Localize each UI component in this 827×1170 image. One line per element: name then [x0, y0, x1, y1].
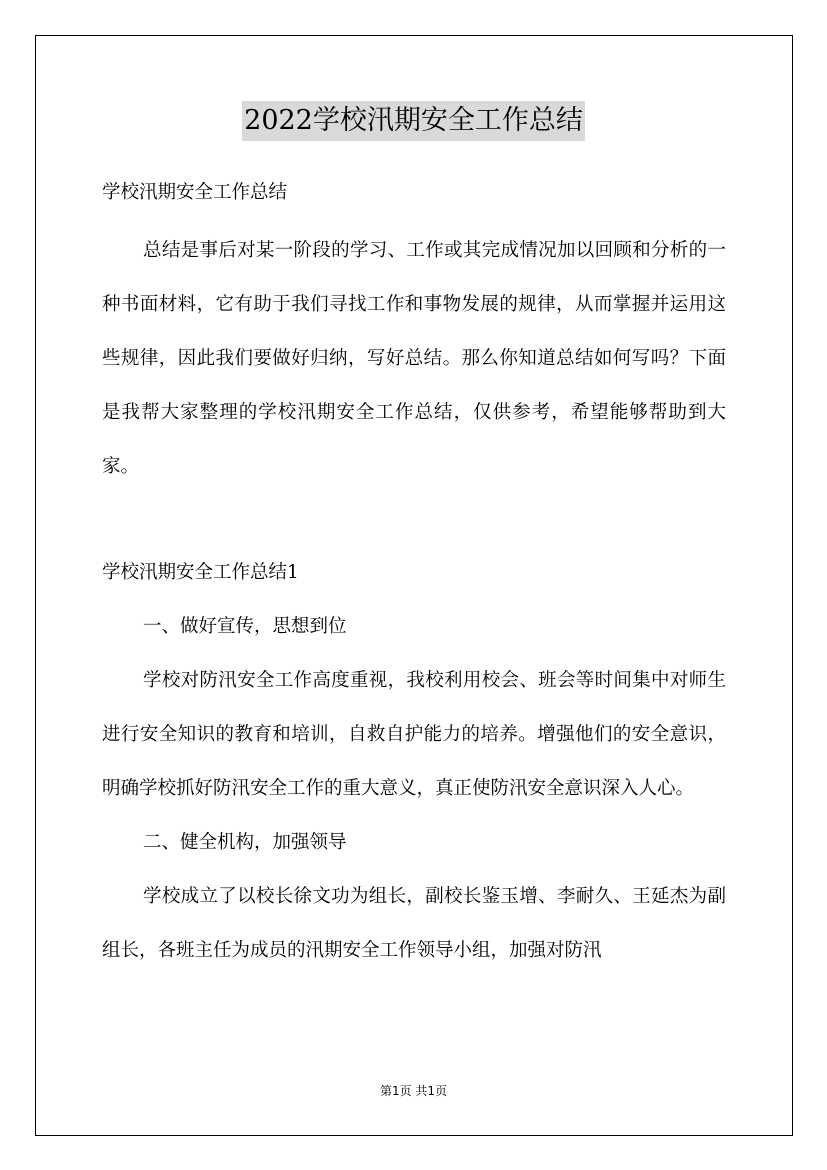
intro-heading: 学校汛期安全工作总结 — [102, 182, 288, 203]
section-spacer — [102, 494, 726, 546]
document-title: 2022学校汛期安全工作总结 — [242, 101, 585, 141]
paragraph-1: 学校对防汛安全工作高度重视，我校利用校会、班会等时间集中对师生进行安全知识的教育和培训，自救自护能力的培养。增强他们的安全意识，明确学校抓好防汛安全工作的重大意义，真正使防汛安全意识深入人心。 — [102, 670, 726, 799]
document-body — [102, 170, 726, 978]
sub-heading-1: 一、做好宣传，思想到位 — [143, 616, 347, 637]
sub-heading-2: 二、健全机构，加强领导 — [143, 832, 347, 853]
paragraph-2: 学校成立了以校长徐文功为组长，副校长鉴玉增、李耐久、王延杰为副组长，各班主任为成员的汛期安全工作领导小组，加强对防汛 — [102, 886, 726, 961]
title-container — [0, 101, 827, 141]
page-footer: 第1页 共1页 — [379, 1084, 448, 1098]
section-heading: 学校汛期安全工作总结1 — [102, 562, 299, 583]
intro-paragraph: 总结是事后对某一阶段的学习、工作或其完成情况加以回顾和分析的一种书面材料，它有助于我们寻找工作和事物发展的规律，从而掌握并运用这些规律，因此我们要做好归纳，写好总结。那么你知道总结如何写吗？下面是我帮大家整理的学校汛期安全工作总结，仅供参考，希望能够帮助到大家。 — [102, 240, 726, 477]
